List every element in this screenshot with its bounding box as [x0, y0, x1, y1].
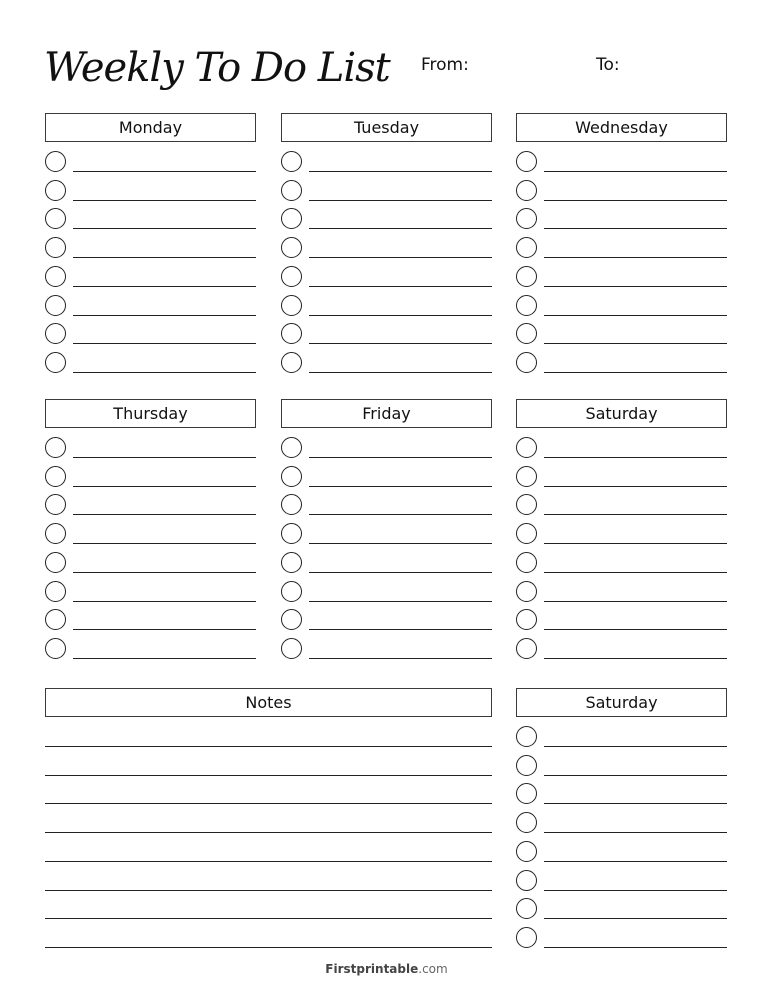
task-row[interactable]	[516, 755, 727, 779]
checkbox-circle-icon[interactable]	[281, 437, 302, 458]
checkbox-circle-icon[interactable]	[516, 927, 537, 948]
checkbox-circle-icon[interactable]	[281, 237, 302, 258]
checkbox-circle-icon[interactable]	[516, 494, 537, 515]
day-header: Saturday	[516, 688, 727, 717]
task-row[interactable]	[516, 466, 727, 490]
task-row[interactable]	[45, 609, 256, 633]
checkbox-circle-icon[interactable]	[281, 523, 302, 544]
task-line[interactable]	[544, 861, 727, 862]
footer-brand-tld: .com	[418, 962, 448, 976]
checkbox-circle-icon[interactable]	[516, 295, 537, 316]
task-row[interactable]	[281, 523, 492, 547]
checkbox-circle-icon[interactable]	[516, 237, 537, 258]
checkbox-circle-icon[interactable]	[516, 812, 537, 833]
task-line[interactable]	[309, 257, 492, 258]
task-line[interactable]	[309, 601, 492, 602]
checkbox-circle-icon[interactable]	[281, 151, 302, 172]
day-header: Wednesday	[516, 113, 727, 142]
from-label: From:	[421, 55, 469, 75]
task-line[interactable]	[544, 200, 727, 201]
checkbox-circle-icon[interactable]	[516, 466, 537, 487]
task-line[interactable]	[544, 658, 727, 659]
task-row[interactable]	[281, 237, 492, 261]
task-row[interactable]	[281, 266, 492, 290]
checkbox-circle-icon[interactable]	[45, 352, 66, 373]
day-section-tuesday	[281, 113, 492, 373]
task-row[interactable]	[45, 295, 256, 319]
task-row[interactable]	[45, 151, 256, 175]
task-line[interactable]	[309, 658, 492, 659]
task-line[interactable]	[544, 514, 727, 515]
checkbox-circle-icon[interactable]	[281, 466, 302, 487]
checkbox-circle-icon[interactable]	[281, 609, 302, 630]
checkbox-circle-icon[interactable]	[45, 581, 66, 602]
task-row[interactable]	[516, 237, 727, 261]
checkbox-circle-icon[interactable]	[45, 466, 66, 487]
checkbox-circle-icon[interactable]	[516, 581, 537, 602]
checkbox-circle-icon[interactable]	[516, 609, 537, 630]
checkbox-circle-icon[interactable]	[516, 208, 537, 229]
checkbox-circle-icon[interactable]	[45, 180, 66, 201]
task-line[interactable]	[309, 200, 492, 201]
task-row[interactable]	[281, 352, 492, 376]
task-row[interactable]	[516, 783, 727, 807]
task-line[interactable]	[544, 343, 727, 344]
checkbox-circle-icon[interactable]	[45, 208, 66, 229]
task-row[interactable]	[281, 466, 492, 490]
day-section-saturday-extra	[516, 688, 727, 948]
task-line[interactable]	[544, 918, 727, 919]
task-line[interactable]	[73, 372, 256, 373]
note-line[interactable]	[45, 861, 492, 862]
checkbox-circle-icon[interactable]	[516, 323, 537, 344]
task-row[interactable]	[516, 180, 727, 204]
task-row[interactable]	[281, 609, 492, 633]
task-row[interactable]	[45, 323, 256, 347]
task-line[interactable]	[544, 947, 727, 948]
task-line[interactable]	[73, 228, 256, 229]
note-line[interactable]	[45, 890, 492, 891]
task-row[interactable]	[516, 552, 727, 576]
task-line[interactable]	[73, 200, 256, 201]
checkbox-circle-icon[interactable]	[45, 638, 66, 659]
task-row[interactable]	[516, 295, 727, 319]
task-line[interactable]	[73, 286, 256, 287]
task-row[interactable]	[281, 323, 492, 347]
task-line[interactable]	[309, 372, 492, 373]
checkbox-circle-icon[interactable]	[45, 523, 66, 544]
task-line[interactable]	[544, 775, 727, 776]
task-row[interactable]	[516, 609, 727, 633]
page-title: Weekly To Do List	[44, 45, 390, 91]
checkbox-circle-icon[interactable]	[45, 494, 66, 515]
task-row[interactable]	[45, 180, 256, 204]
checkbox-circle-icon[interactable]	[281, 266, 302, 287]
task-line[interactable]	[544, 372, 727, 373]
task-row[interactable]	[516, 266, 727, 290]
task-line[interactable]	[73, 629, 256, 630]
checkbox-circle-icon[interactable]	[281, 323, 302, 344]
task-line[interactable]	[73, 658, 256, 659]
task-row[interactable]	[45, 266, 256, 290]
task-line[interactable]	[309, 514, 492, 515]
notes-header: Notes	[45, 688, 492, 717]
task-row[interactable]	[45, 208, 256, 232]
checkbox-circle-icon[interactable]	[45, 237, 66, 258]
task-row[interactable]	[45, 552, 256, 576]
note-line[interactable]	[45, 947, 492, 948]
task-row[interactable]	[516, 208, 727, 232]
task-line[interactable]	[309, 457, 492, 458]
note-line[interactable]	[45, 918, 492, 919]
note-line[interactable]	[45, 775, 492, 776]
task-row[interactable]	[45, 523, 256, 547]
checkbox-circle-icon[interactable]	[281, 581, 302, 602]
task-line[interactable]	[544, 543, 727, 544]
task-line[interactable]	[73, 343, 256, 344]
task-line[interactable]	[544, 803, 727, 804]
footer-brand-name: Firstprintable	[325, 962, 419, 976]
checkbox-circle-icon[interactable]	[516, 870, 537, 891]
checkbox-circle-icon[interactable]	[516, 437, 537, 458]
task-row[interactable]	[281, 151, 492, 175]
task-line[interactable]	[309, 343, 492, 344]
task-line[interactable]	[309, 286, 492, 287]
checkbox-circle-icon[interactable]	[516, 266, 537, 287]
note-line[interactable]	[45, 803, 492, 804]
task-line[interactable]	[73, 486, 256, 487]
task-row[interactable]	[45, 237, 256, 261]
to-label: To:	[596, 55, 620, 75]
task-row[interactable]	[516, 812, 727, 836]
task-row[interactable]	[281, 552, 492, 576]
task-line[interactable]	[544, 890, 727, 891]
task-row[interactable]	[516, 898, 727, 922]
task-row[interactable]	[281, 180, 492, 204]
task-line[interactable]	[73, 601, 256, 602]
task-line[interactable]	[309, 486, 492, 487]
task-row[interactable]	[45, 466, 256, 490]
checkbox-circle-icon[interactable]	[281, 552, 302, 573]
note-line[interactable]	[45, 746, 492, 747]
day-header: Friday	[281, 399, 492, 428]
task-line[interactable]	[544, 572, 727, 573]
task-line[interactable]	[309, 228, 492, 229]
checkbox-circle-icon[interactable]	[281, 180, 302, 201]
task-line[interactable]	[73, 257, 256, 258]
task-row[interactable]	[281, 494, 492, 518]
task-line[interactable]	[73, 514, 256, 515]
task-row[interactable]	[45, 437, 256, 461]
checkbox-circle-icon[interactable]	[281, 638, 302, 659]
task-row[interactable]	[516, 841, 727, 865]
checkbox-circle-icon[interactable]	[516, 783, 537, 804]
day-section-friday	[281, 399, 492, 659]
task-row[interactable]	[45, 581, 256, 605]
day-header: Thursday	[45, 399, 256, 428]
task-row[interactable]	[516, 494, 727, 518]
task-line[interactable]	[73, 171, 256, 172]
task-row[interactable]	[516, 151, 727, 175]
task-line[interactable]	[544, 457, 727, 458]
task-row[interactable]	[516, 437, 727, 461]
task-line[interactable]	[309, 543, 492, 544]
task-row[interactable]	[516, 870, 727, 894]
task-line[interactable]	[309, 171, 492, 172]
day-section-monday	[45, 113, 256, 373]
day-header: Tuesday	[281, 113, 492, 142]
checkbox-circle-icon[interactable]	[516, 898, 537, 919]
task-line[interactable]	[544, 286, 727, 287]
task-line[interactable]	[73, 315, 256, 316]
checkbox-circle-icon[interactable]	[516, 638, 537, 659]
checkbox-circle-icon[interactable]	[516, 523, 537, 544]
task-row[interactable]	[281, 638, 492, 662]
task-line[interactable]	[73, 572, 256, 573]
checkbox-circle-icon[interactable]	[516, 352, 537, 373]
task-row[interactable]	[281, 208, 492, 232]
note-line[interactable]	[45, 832, 492, 833]
task-line[interactable]	[544, 228, 727, 229]
checkbox-circle-icon[interactable]	[281, 352, 302, 373]
checkbox-circle-icon[interactable]	[45, 609, 66, 630]
task-line[interactable]	[309, 629, 492, 630]
checkbox-circle-icon[interactable]	[281, 295, 302, 316]
task-line[interactable]	[309, 572, 492, 573]
checkbox-circle-icon[interactable]	[281, 494, 302, 515]
task-row[interactable]	[516, 927, 727, 951]
task-line[interactable]	[544, 486, 727, 487]
task-line[interactable]	[544, 315, 727, 316]
checkbox-circle-icon[interactable]	[516, 180, 537, 201]
task-line[interactable]	[544, 629, 727, 630]
checkbox-circle-icon[interactable]	[45, 266, 66, 287]
task-line[interactable]	[309, 315, 492, 316]
task-line[interactable]	[544, 601, 727, 602]
checkbox-circle-icon[interactable]	[516, 841, 537, 862]
checkbox-circle-icon[interactable]	[516, 552, 537, 573]
checkbox-circle-icon[interactable]	[516, 151, 537, 172]
checkbox-circle-icon[interactable]	[45, 151, 66, 172]
day-section-wednesday	[516, 113, 727, 373]
checkbox-circle-icon[interactable]	[45, 437, 66, 458]
task-line[interactable]	[544, 257, 727, 258]
task-row[interactable]	[516, 726, 727, 750]
day-section-thursday	[45, 399, 256, 659]
checkbox-circle-icon[interactable]	[45, 295, 66, 316]
checkbox-circle-icon[interactable]	[516, 726, 537, 747]
checkbox-circle-icon[interactable]	[45, 552, 66, 573]
task-row[interactable]	[516, 523, 727, 547]
task-row[interactable]	[45, 352, 256, 376]
day-section-saturday	[516, 399, 727, 659]
checkbox-circle-icon[interactable]	[516, 755, 537, 776]
task-row[interactable]	[281, 581, 492, 605]
task-row[interactable]	[516, 323, 727, 347]
task-row[interactable]	[45, 494, 256, 518]
task-row[interactable]	[516, 581, 727, 605]
day-header: Saturday	[516, 399, 727, 428]
task-line[interactable]	[544, 832, 727, 833]
day-header: Monday	[45, 113, 256, 142]
task-row[interactable]	[45, 638, 256, 662]
task-row[interactable]	[281, 295, 492, 319]
task-line[interactable]	[544, 746, 727, 747]
task-line[interactable]	[73, 457, 256, 458]
checkbox-circle-icon[interactable]	[281, 208, 302, 229]
footer-brand	[0, 962, 773, 976]
task-line[interactable]	[73, 543, 256, 544]
checkbox-circle-icon[interactable]	[45, 323, 66, 344]
task-line[interactable]	[544, 171, 727, 172]
notes-section	[45, 688, 492, 948]
task-row[interactable]	[516, 352, 727, 376]
task-row[interactable]	[516, 638, 727, 662]
task-row[interactable]	[281, 437, 492, 461]
